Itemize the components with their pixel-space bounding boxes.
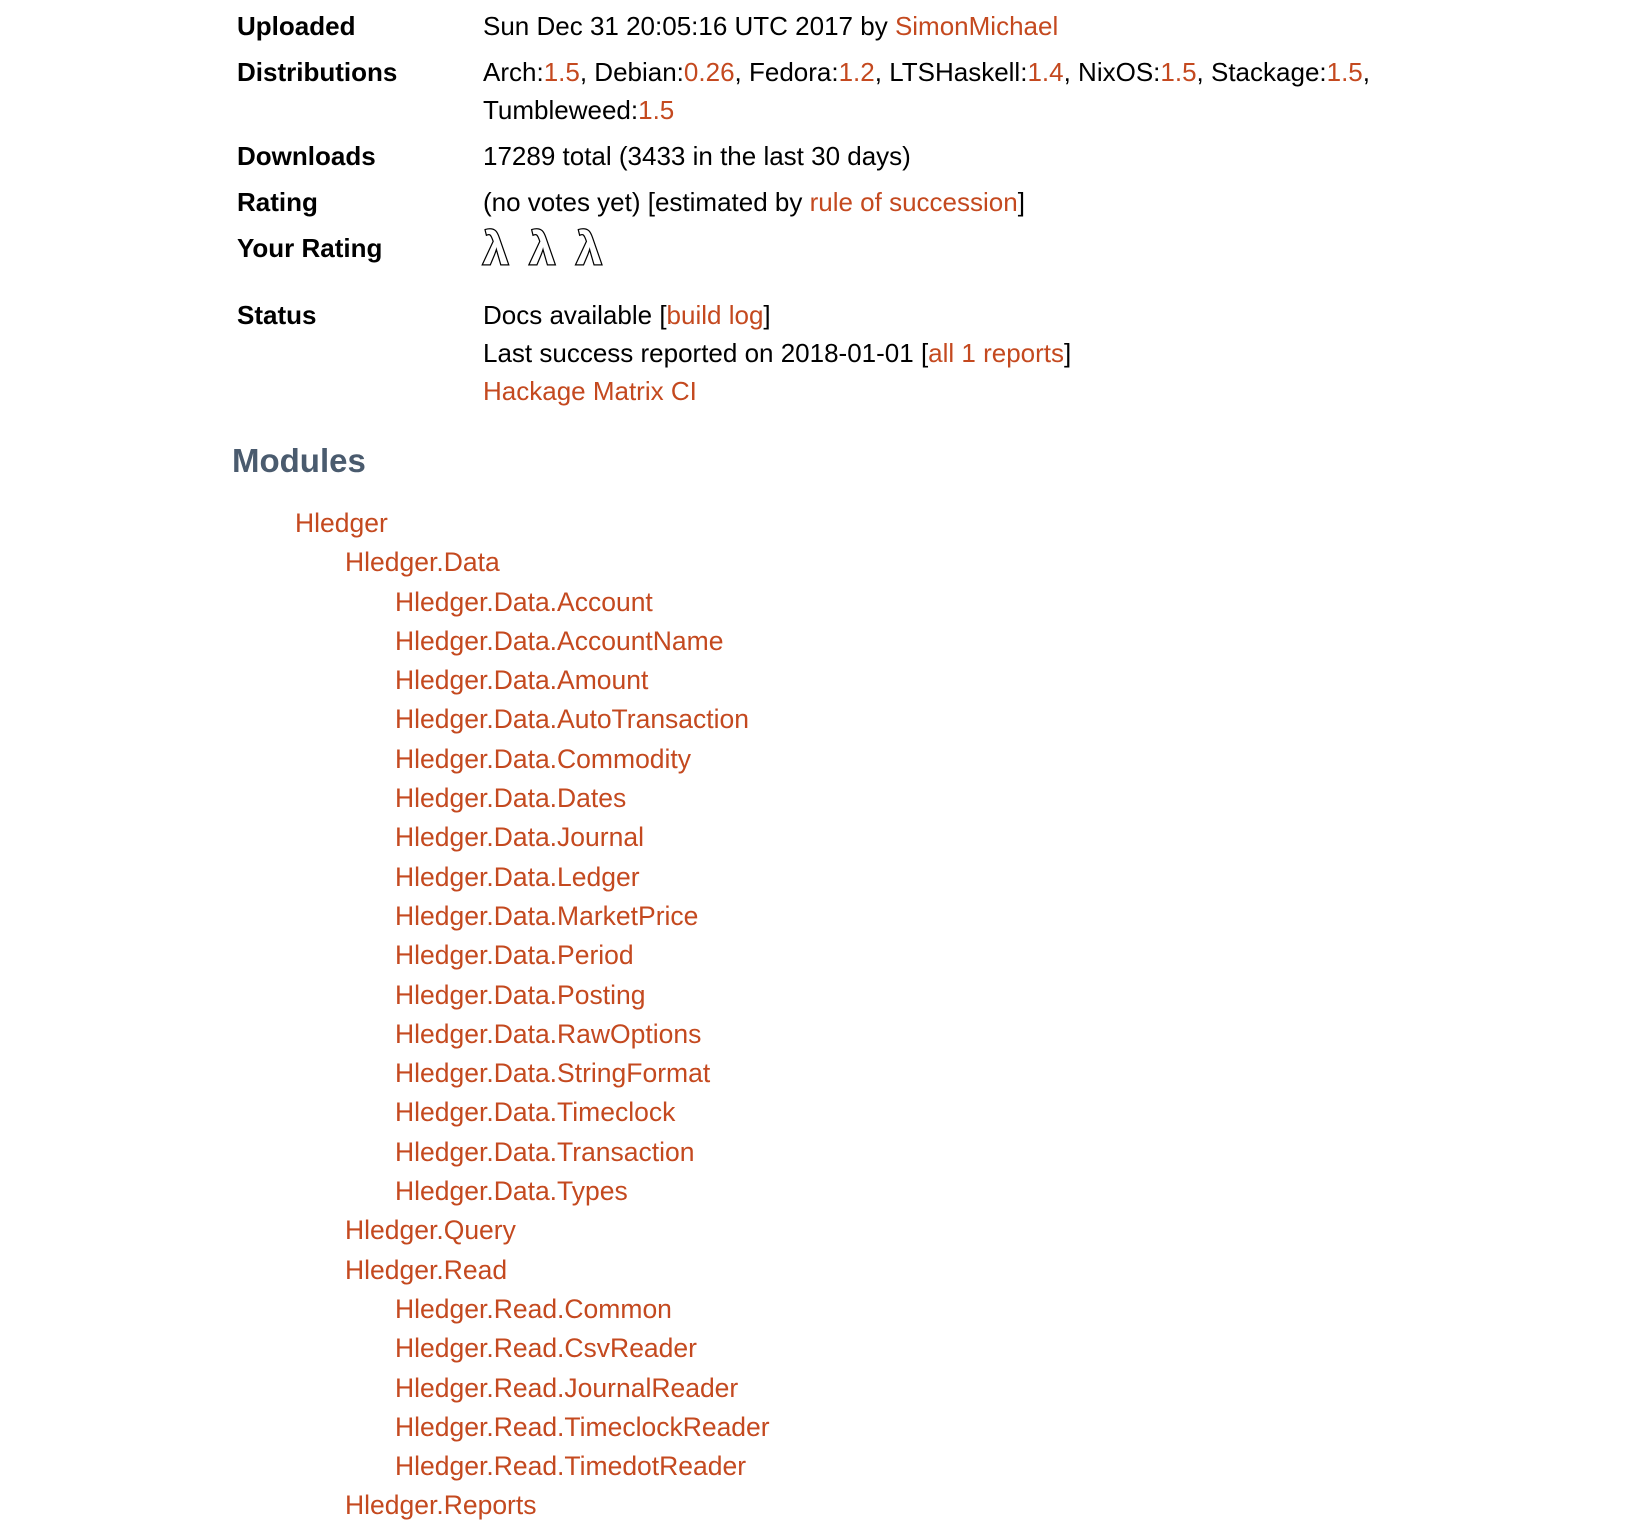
module-link[interactable]: Hledger.Read.TimeclockReader — [395, 1411, 770, 1442]
dist-arch-version-link[interactable]: 1.5 — [543, 57, 580, 87]
all-reports-link[interactable]: all 1 reports — [928, 338, 1065, 368]
module-item — [232, 818, 1639, 857]
module-link[interactable]: Hledger.Read.Common — [395, 1293, 672, 1324]
property-label: Status — [237, 300, 317, 330]
text-segment: , Stackage: — [1196, 57, 1327, 87]
module-link[interactable]: Hledger.Data.Account — [395, 586, 653, 617]
text-segment: Tumbleweed: — [483, 95, 639, 125]
module-link[interactable]: Hledger.Read.JournalReader — [395, 1372, 739, 1403]
module-link[interactable]: Hledger.Data.Dates — [395, 783, 627, 814]
property-value — [483, 133, 1370, 179]
module-link[interactable]: Hledger.Data.Timeclock — [395, 1097, 676, 1128]
module-link[interactable]: Hledger.Read.CsvReader — [395, 1333, 697, 1364]
module-item — [232, 976, 1639, 1015]
module-item — [232, 1329, 1639, 1368]
property-label: Rating — [237, 187, 318, 217]
property-value-line — [483, 91, 1370, 129]
module-link[interactable]: Hledger.Read — [345, 1254, 508, 1285]
module-link[interactable]: Hledger.Data.AutoTransaction — [395, 704, 750, 735]
text-segment: ] — [763, 300, 771, 330]
module-item — [232, 622, 1639, 661]
property-value-line — [483, 183, 1370, 221]
text-segment: , Fedora: — [734, 57, 839, 87]
module-item — [232, 1408, 1639, 1447]
property-value-line — [483, 372, 1370, 410]
module-link[interactable]: Hledger.Read.TimedotReader — [395, 1451, 747, 1482]
module-item — [232, 1251, 1639, 1290]
property-value-line — [483, 7, 1370, 45]
module-item — [232, 858, 1639, 897]
module-link[interactable]: Hledger — [295, 508, 388, 538]
text-segment: (no votes yet) [estimated by — [483, 187, 810, 217]
module-link[interactable]: Hledger.Data.Commodity — [395, 743, 692, 774]
dist-fedora-version-link[interactable]: 1.2 — [838, 57, 875, 87]
module-link[interactable]: Hledger.Query — [345, 1215, 516, 1246]
property-value-line — [483, 53, 1370, 91]
property-value — [483, 49, 1370, 133]
module-item — [232, 700, 1639, 739]
module-link[interactable]: Hledger.Data.Posting — [395, 979, 646, 1010]
property-row — [237, 278, 1370, 414]
text-segment: , — [1362, 57, 1371, 87]
text-segment: ] — [1017, 187, 1025, 217]
module-item — [232, 1447, 1639, 1486]
text-segment: ] — [1064, 338, 1072, 368]
property-value-line — [483, 334, 1370, 372]
module-link[interactable]: Hledger.Data.RawOptions — [395, 1018, 702, 1049]
module-item — [232, 583, 1639, 622]
text-segment: Arch: — [483, 57, 544, 87]
uploader-link[interactable]: SimonMichael — [894, 11, 1059, 41]
property-value — [483, 222, 1370, 278]
module-link[interactable]: Hledger.Data.Transaction — [395, 1136, 695, 1167]
text-segment: , LTSHaskell: — [874, 57, 1028, 87]
module-link[interactable]: Hledger.Data.AccountName — [395, 625, 724, 656]
property-value-line — [483, 137, 1370, 175]
module-item — [232, 1172, 1639, 1211]
text-segment: 17289 total (3433 in the last 30 days) — [483, 141, 911, 171]
property-row — [237, 3, 1370, 49]
module-item — [232, 740, 1639, 779]
module-link[interactable]: Hledger.Data.Types — [395, 1176, 628, 1207]
property-value-line — [483, 296, 1370, 334]
module-link[interactable]: Hledger.Data.Period — [395, 940, 634, 971]
dist-tumbleweed-version-link[interactable]: 1.5 — [638, 95, 675, 125]
module-item — [232, 1211, 1639, 1250]
build-log-link[interactable]: build log — [666, 300, 764, 330]
dist-ltshaskell-version-link[interactable]: 1.4 — [1027, 57, 1064, 87]
module-item — [232, 1093, 1639, 1132]
hackage-matrix-ci-link[interactable]: Hackage Matrix CI — [483, 376, 697, 406]
property-value — [483, 179, 1370, 225]
package-properties-body — [237, 3, 1370, 414]
modules-heading: Modules — [232, 442, 366, 479]
module-item — [232, 1054, 1639, 1093]
property-row — [237, 179, 1370, 225]
property-value — [483, 3, 1370, 49]
module-link[interactable]: Hledger.Data — [345, 547, 500, 578]
property-row — [237, 49, 1370, 133]
module-link[interactable]: Hledger.Reports — [345, 1490, 537, 1521]
property-value — [483, 278, 1370, 414]
dist-nixos-version-link[interactable]: 1.5 — [1160, 57, 1197, 87]
property-label: Uploaded — [237, 11, 356, 41]
text-segment: Docs available [ — [483, 300, 667, 330]
module-item — [232, 779, 1639, 818]
text-segment: Last success reported on 2018-01-01 [ — [483, 338, 929, 368]
module-item — [232, 897, 1639, 936]
module-item — [232, 1486, 1639, 1525]
dist-debian-version-link[interactable]: 0.26 — [683, 57, 735, 87]
rule-of-succession-link[interactable]: rule of succession — [809, 187, 1018, 217]
lambda-rating-icon[interactable]: λ — [576, 222, 602, 274]
text-segment: , NixOS: — [1063, 57, 1161, 87]
module-link[interactable]: Hledger.Data.Journal — [395, 822, 644, 853]
module-tree — [232, 504, 1639, 1526]
module-item — [232, 661, 1639, 700]
property-label: Downloads — [237, 141, 376, 171]
text-segment: Sun Dec 31 20:05:16 UTC 2017 by — [483, 11, 895, 41]
module-item — [232, 504, 1639, 543]
module-item — [232, 1133, 1639, 1172]
module-link[interactable]: Hledger.Data.Amount — [395, 665, 649, 696]
module-item — [232, 1290, 1639, 1329]
text-segment: , Debian: — [579, 57, 684, 87]
module-link[interactable]: Hledger.Data.Ledger — [395, 861, 640, 892]
module-item — [232, 543, 1639, 582]
module-link[interactable]: Hledger.Data.StringFormat — [395, 1058, 711, 1089]
property-row — [237, 133, 1370, 179]
property-label: Your Rating — [237, 233, 383, 263]
dist-stackage-version-link[interactable]: 1.5 — [1326, 57, 1363, 87]
module-item — [232, 1369, 1639, 1408]
lambda-rating-icon[interactable]: λ — [483, 222, 509, 274]
package-properties-table — [237, 3, 1370, 414]
module-link[interactable]: Hledger.Data.MarketPrice — [395, 900, 699, 931]
module-item — [232, 1015, 1639, 1054]
module-item — [232, 936, 1639, 975]
property-row — [237, 225, 1370, 278]
lambda-rating-icon[interactable]: λ — [529, 222, 556, 274]
property-label: Distributions — [237, 57, 398, 87]
